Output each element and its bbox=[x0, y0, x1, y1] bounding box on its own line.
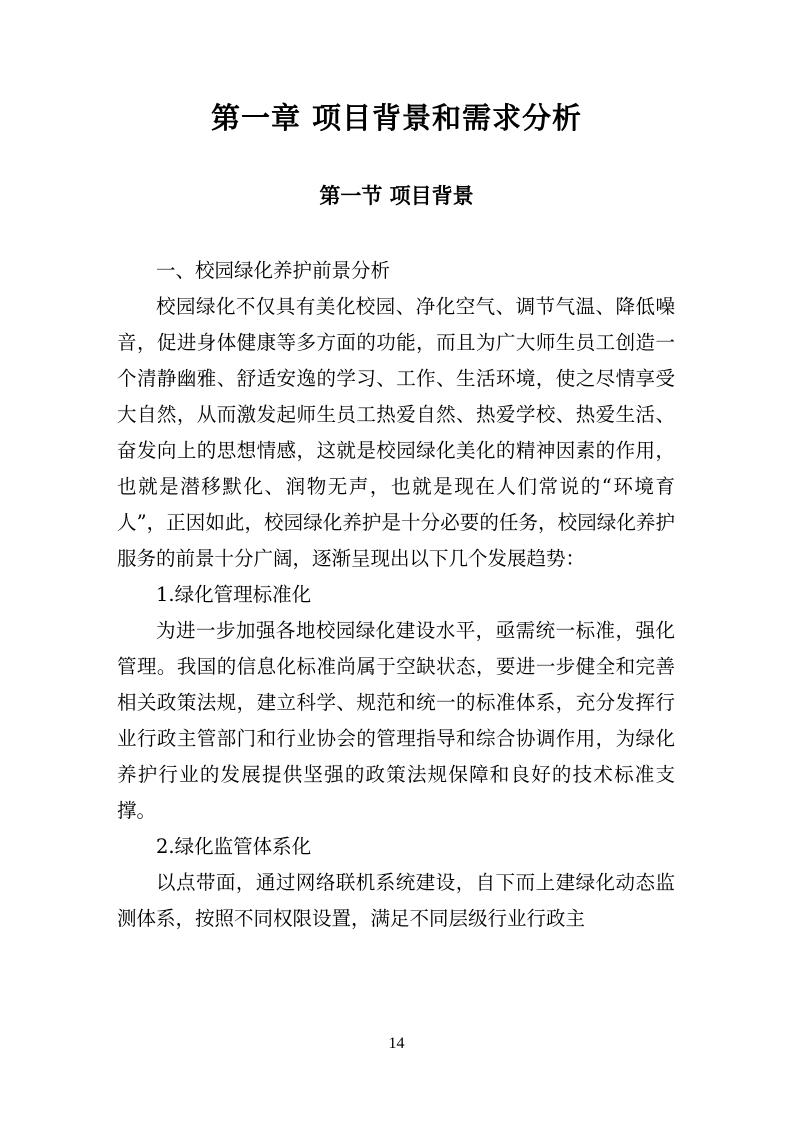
paragraph-supervision-system: 以点带面，通过网络联机系统建设，自下而上建绿化动态监测体系，按照不同权限设置，满足不同层级行业行政主 bbox=[117, 871, 675, 930]
section-title: 第一节 项目背景 bbox=[319, 184, 474, 208]
document-body bbox=[117, 253, 675, 937]
chapter-title: 第一章 项目背景和需求分析 bbox=[210, 101, 583, 135]
item-heading-supervision-system: 2.绿化监管体系化 bbox=[156, 835, 312, 858]
subheading-campus-greening-outlook: 一、校园绿化养护前景分析 bbox=[156, 259, 391, 282]
item-heading-standardization: 1.绿化管理标准化 bbox=[156, 583, 312, 606]
paragraph-standardization: 为进一步加强各地校园绿化建设水平，亟需统一标准，强化管理。我国的信息化标准尚属于空缺状态，要进一步健全和完善相关政策法规，建立科学、规范和统一的标准体系，充分发挥行业行政主管部门和行业协会的管理指导和综合协调作用，为绿化养护行业的发展提供坚强的政策法规保障和良好的技术标准支撑。 bbox=[117, 619, 675, 822]
paragraph-greening-functions: 校园绿化不仅具有美化校园、净化空气、调节气温、降低噪音，促进身体健康等多方面的功能，而且为广大师生员工创造一个清静幽雅、舒适安逸的学习、工作、生活环境，使之尽情享受大自然，从而激发起师生员工热爱自然、热爱学校、热爱生活、奋发向上的思想情感，这就是校园绿化美化的精神因素的作用，也就是潜移默化、润物无声，也就是现在人们常说的“环境育人”，正因如此，校园绿化养护是十分必要的任务，校园绿化养护服务的前景十分广阔，逐渐呈现出以下几个发展趋势： bbox=[117, 295, 675, 570]
page-number: 14 bbox=[388, 1035, 405, 1052]
